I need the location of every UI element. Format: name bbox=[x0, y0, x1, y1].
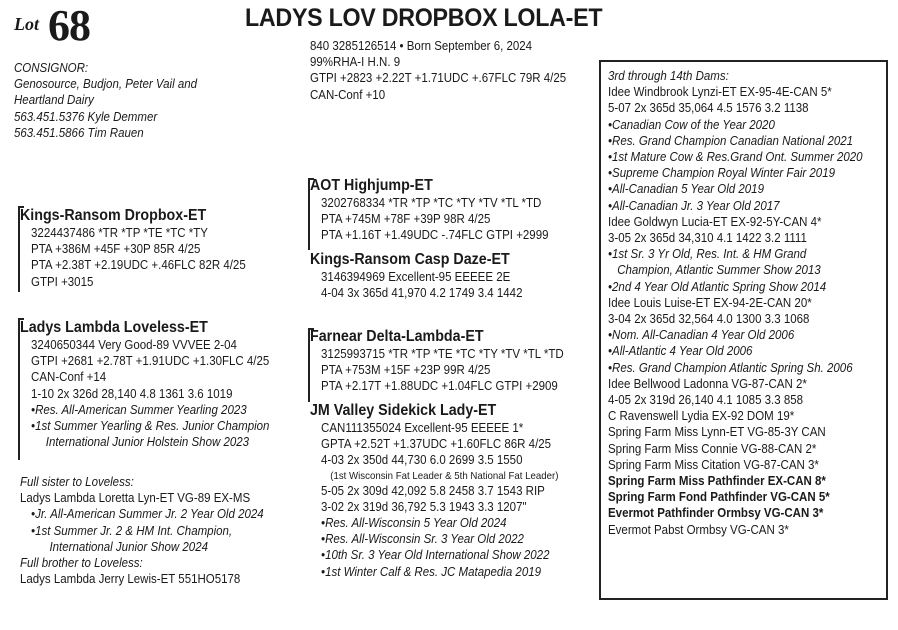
brother-label: Full brother to Loveless: bbox=[20, 556, 143, 571]
sister-label: Full sister to Loveless: bbox=[20, 475, 134, 489]
lot-label: Lot bbox=[14, 14, 39, 34]
animal-id-line: 840 3285126514 • Born September 6, 2024 bbox=[310, 39, 533, 53]
dam-6-name: Idee Bellwood Ladonna VG-87-CAN 2* bbox=[608, 376, 807, 391]
consignor-block bbox=[14, 60, 213, 141]
sire-sire-line: 3202768334 *TR *TP *TC *TY *TV *TL *TD bbox=[321, 196, 542, 210]
dam-dam-record: 5-05 2x 309d 42,092 5.8 2458 3.7 1543 RIP bbox=[321, 483, 545, 498]
lot-number: 68 bbox=[48, 1, 90, 50]
dam-sire-name: Farnear Delta-Lambda-ET bbox=[310, 328, 484, 345]
dam-ancestor: Spring Farm Miss Lynn-ET VG-85-3Y CAN bbox=[608, 425, 826, 440]
animal-breed-line: 99%RHA-I H.N. 9 bbox=[310, 55, 401, 70]
dam-5-award: •Nom. All-Canadian 4 Year Old 2006 bbox=[608, 328, 795, 343]
sire-sire-block bbox=[310, 176, 569, 244]
dam-6-record: 4-05 2x 319d 26,140 4.1 1085 3.3 858 bbox=[608, 393, 804, 408]
consignor-line: 563.451.5376 Kyle Demmer bbox=[14, 109, 158, 124]
dam-award: International Junior Holstein Show 2023 bbox=[45, 435, 250, 450]
dam-3-award: •Res. Grand Champion Canadian National 2021 bbox=[608, 133, 854, 148]
dam-award: •1st Summer Yearling & Res. Junior Champion bbox=[31, 419, 270, 434]
dam-dam-line: GPTA +2.52T +1.37UDC +1.60FLC 86R 4/25 bbox=[321, 437, 552, 452]
sister-name: Ladys Lambda Loretta Lyn-ET VG-89 EX-MS bbox=[20, 491, 251, 506]
dam-ancestor: Spring Farm Fond Pathfinder VG-CAN 5* bbox=[608, 490, 830, 505]
dam-3-award: •1st Mature Cow & Res.Grand Ont. Summer 2020 bbox=[608, 150, 863, 165]
dam-3-award: •All-Canadian 5 Year Old 2019 bbox=[608, 182, 764, 197]
dam-ancestor: Spring Farm Miss Connie VG-88-CAN 2* bbox=[608, 441, 817, 456]
dam-3-award: •All-Canadian Jr. 3 Year Old 2017 bbox=[608, 198, 780, 213]
animal-info bbox=[310, 38, 588, 103]
animal-gtpi-line: GTPI +2823 +2.22T +1.71UDC +.67FLC 79R 4/25 bbox=[310, 71, 567, 86]
dam-award: •Res. All-American Summer Yearling 2023 bbox=[31, 402, 247, 417]
sire-line: 3224437486 *TR *TP *TE *TC *TY bbox=[31, 226, 208, 240]
dam-dam-award: •10th Sr. 3 Year Old International Show 2022 bbox=[321, 548, 550, 563]
sire-line: GTPI +3015 bbox=[31, 274, 94, 289]
page-title: LADYS LOV DROPBOX LOLA-ET bbox=[245, 4, 603, 32]
siblings-block bbox=[20, 474, 285, 587]
sire-line: PTA +386M +45F +30P 85R 4/25 bbox=[31, 242, 201, 257]
sire-dam-block bbox=[310, 250, 541, 301]
sire-line: PTA +2.38T +2.19UDC +.46FLC 82R 4/25 bbox=[31, 258, 246, 273]
sire-block bbox=[20, 206, 265, 290]
sire-name: Kings-Ransom Dropbox-ET bbox=[20, 207, 207, 224]
consignor-line: 563.451.5866 Tim Rauen bbox=[14, 125, 144, 140]
brother-name: Ladys Lambda Jerry Lewis-ET 551HO5178 bbox=[20, 572, 241, 587]
dam-sire-line: 3125993715 *TR *TP *TE *TC *TY *TV *TL *TD bbox=[321, 347, 564, 361]
sister-award: •1st Summer Jr. 2 & HM Int. Champion, bbox=[31, 523, 233, 538]
dam-line: 1-10 2x 326d 28,140 4.8 1361 3.6 1019 bbox=[31, 386, 233, 401]
animal-conf-line: CAN-Conf +10 bbox=[310, 87, 386, 102]
sire-sire-line: PTA +745M +78F +39P 98R 4/25 bbox=[321, 212, 491, 227]
sire-dam-line: 3146394969 Excellent-95 EEEEE 2E bbox=[321, 270, 511, 284]
sire-dam-name: Kings-Ransom Casp Daze-ET bbox=[310, 251, 510, 268]
dam-dam-line: CAN111355024 Excellent-95 EEEEE 1* bbox=[321, 421, 524, 435]
dam-4-award: •2nd 4 Year Old Atlantic Spring Show 2014 bbox=[608, 279, 827, 294]
dam-name: Ladys Lambda Loveless-ET bbox=[20, 319, 208, 336]
dam-4-award: Champion, Atlantic Summer Show 2013 bbox=[617, 263, 821, 278]
dam-ancestor: C Ravenswell Lydia EX-92 DOM 19* bbox=[608, 409, 795, 424]
dam-5-record: 3-04 2x 365d 32,564 4.0 1300 3.3 1068 bbox=[608, 312, 810, 327]
dam-block bbox=[20, 318, 291, 450]
dam-sire-line: PTA +2.17T +1.88UDC +1.04FLC GTPI +2909 bbox=[321, 379, 558, 394]
dam-dam-line: 4-03 2x 350d 44,730 6.0 2699 3.5 1550 bbox=[321, 453, 523, 468]
sire-dam-line: 4-04 3x 365d 41,970 4.2 1749 3.4 1442 bbox=[321, 286, 523, 301]
dam-5-name: Idee Louis Luise-ET EX-94-2E-CAN 20* bbox=[608, 295, 812, 310]
dam-line: CAN-Conf +14 bbox=[31, 370, 107, 385]
dam-5-award: •Res. Grand Champion Atlantic Spring Sh. 2006 bbox=[608, 360, 853, 375]
dams-list bbox=[608, 68, 885, 538]
sire-sire-line: PTA +1.16T +1.49UDC -.74FLC GTPI +2999 bbox=[321, 228, 549, 243]
dam-4-award: •1st Sr. 3 Yr Old, Res. Int. & HM Grand bbox=[608, 247, 807, 262]
dam-sire-line: PTA +753M +15F +23P 99R 4/25 bbox=[321, 363, 491, 378]
dam-sire-block bbox=[310, 327, 586, 395]
dam-dam-award: •Res. All-Wisconsin 5 Year Old 2024 bbox=[321, 516, 507, 531]
dam-ancestor: Spring Farm Miss Citation VG-87-CAN 3* bbox=[608, 457, 819, 472]
sister-award: International Junior Show 2024 bbox=[49, 539, 208, 554]
dam-ancestor: Evermot Pathfinder Ormbsy VG-CAN 3* bbox=[608, 506, 824, 521]
consignor-label: CONSIGNOR: bbox=[14, 61, 89, 75]
dam-3-award: •Supreme Champion Royal Winter Fair 2019 bbox=[608, 166, 836, 181]
dams-box bbox=[599, 60, 888, 600]
dam-line: GTPI +2681 +2.78T +1.91UDC +1.30FLC 4/25 bbox=[31, 354, 270, 369]
dam-4-name: Idee Goldwyn Lucia-ET EX-92-5Y-CAN 4* bbox=[608, 214, 822, 229]
dam-dam-award: •Res. All-Wisconsin Sr. 3 Year Old 2022 bbox=[321, 532, 524, 547]
dam-line: 3240650344 Very Good-89 VVVEE 2-04 bbox=[31, 338, 237, 352]
dam-3-record: 5-07 2x 365d 35,064 4.5 1576 3.2 1138 bbox=[608, 101, 809, 116]
dam-3-award: •Canadian Cow of the Year 2020 bbox=[608, 117, 775, 132]
dam-dam-block bbox=[310, 401, 580, 580]
dam-dam-note: (1st Wisconsin Fat Leader & 5th National Fat Leader) bbox=[330, 469, 559, 482]
dams-heading: 3rd through 14th Dams: bbox=[608, 69, 729, 83]
dam-dam-award: •1st Winter Calf & Res. JC Matapedia 2019 bbox=[321, 564, 542, 579]
dam-5-award: •All-Atlantic 4 Year Old 2006 bbox=[608, 344, 753, 359]
dam-dam-record: 3-02 2x 319d 36,792 5.3 1943 3.3 1207" bbox=[321, 499, 527, 514]
sire-sire-name: AOT Highjump-ET bbox=[310, 177, 433, 194]
dam-ancestor: Spring Farm Miss Pathfinder EX-CAN 8* bbox=[608, 474, 826, 489]
dam-3-name: Idee Windbrook Lynzi-ET EX-95-4E-CAN 5* bbox=[608, 85, 832, 100]
dam-4-record: 3-05 2x 365d 34,310 4.1 1422 3.2 1111 bbox=[608, 231, 807, 246]
dam-dam-name: JM Valley Sidekick Lady-ET bbox=[310, 402, 497, 419]
dam-ancestor: Evermot Pabst Ormbsy VG-CAN 3* bbox=[608, 522, 789, 537]
sister-award: •Jr. All-American Summer Jr. 2 Year Old 2024 bbox=[31, 507, 264, 522]
consignor-line: Heartland Dairy bbox=[14, 93, 94, 108]
consignor-line: Genosource, Budjon, Peter Vail and bbox=[14, 77, 198, 92]
